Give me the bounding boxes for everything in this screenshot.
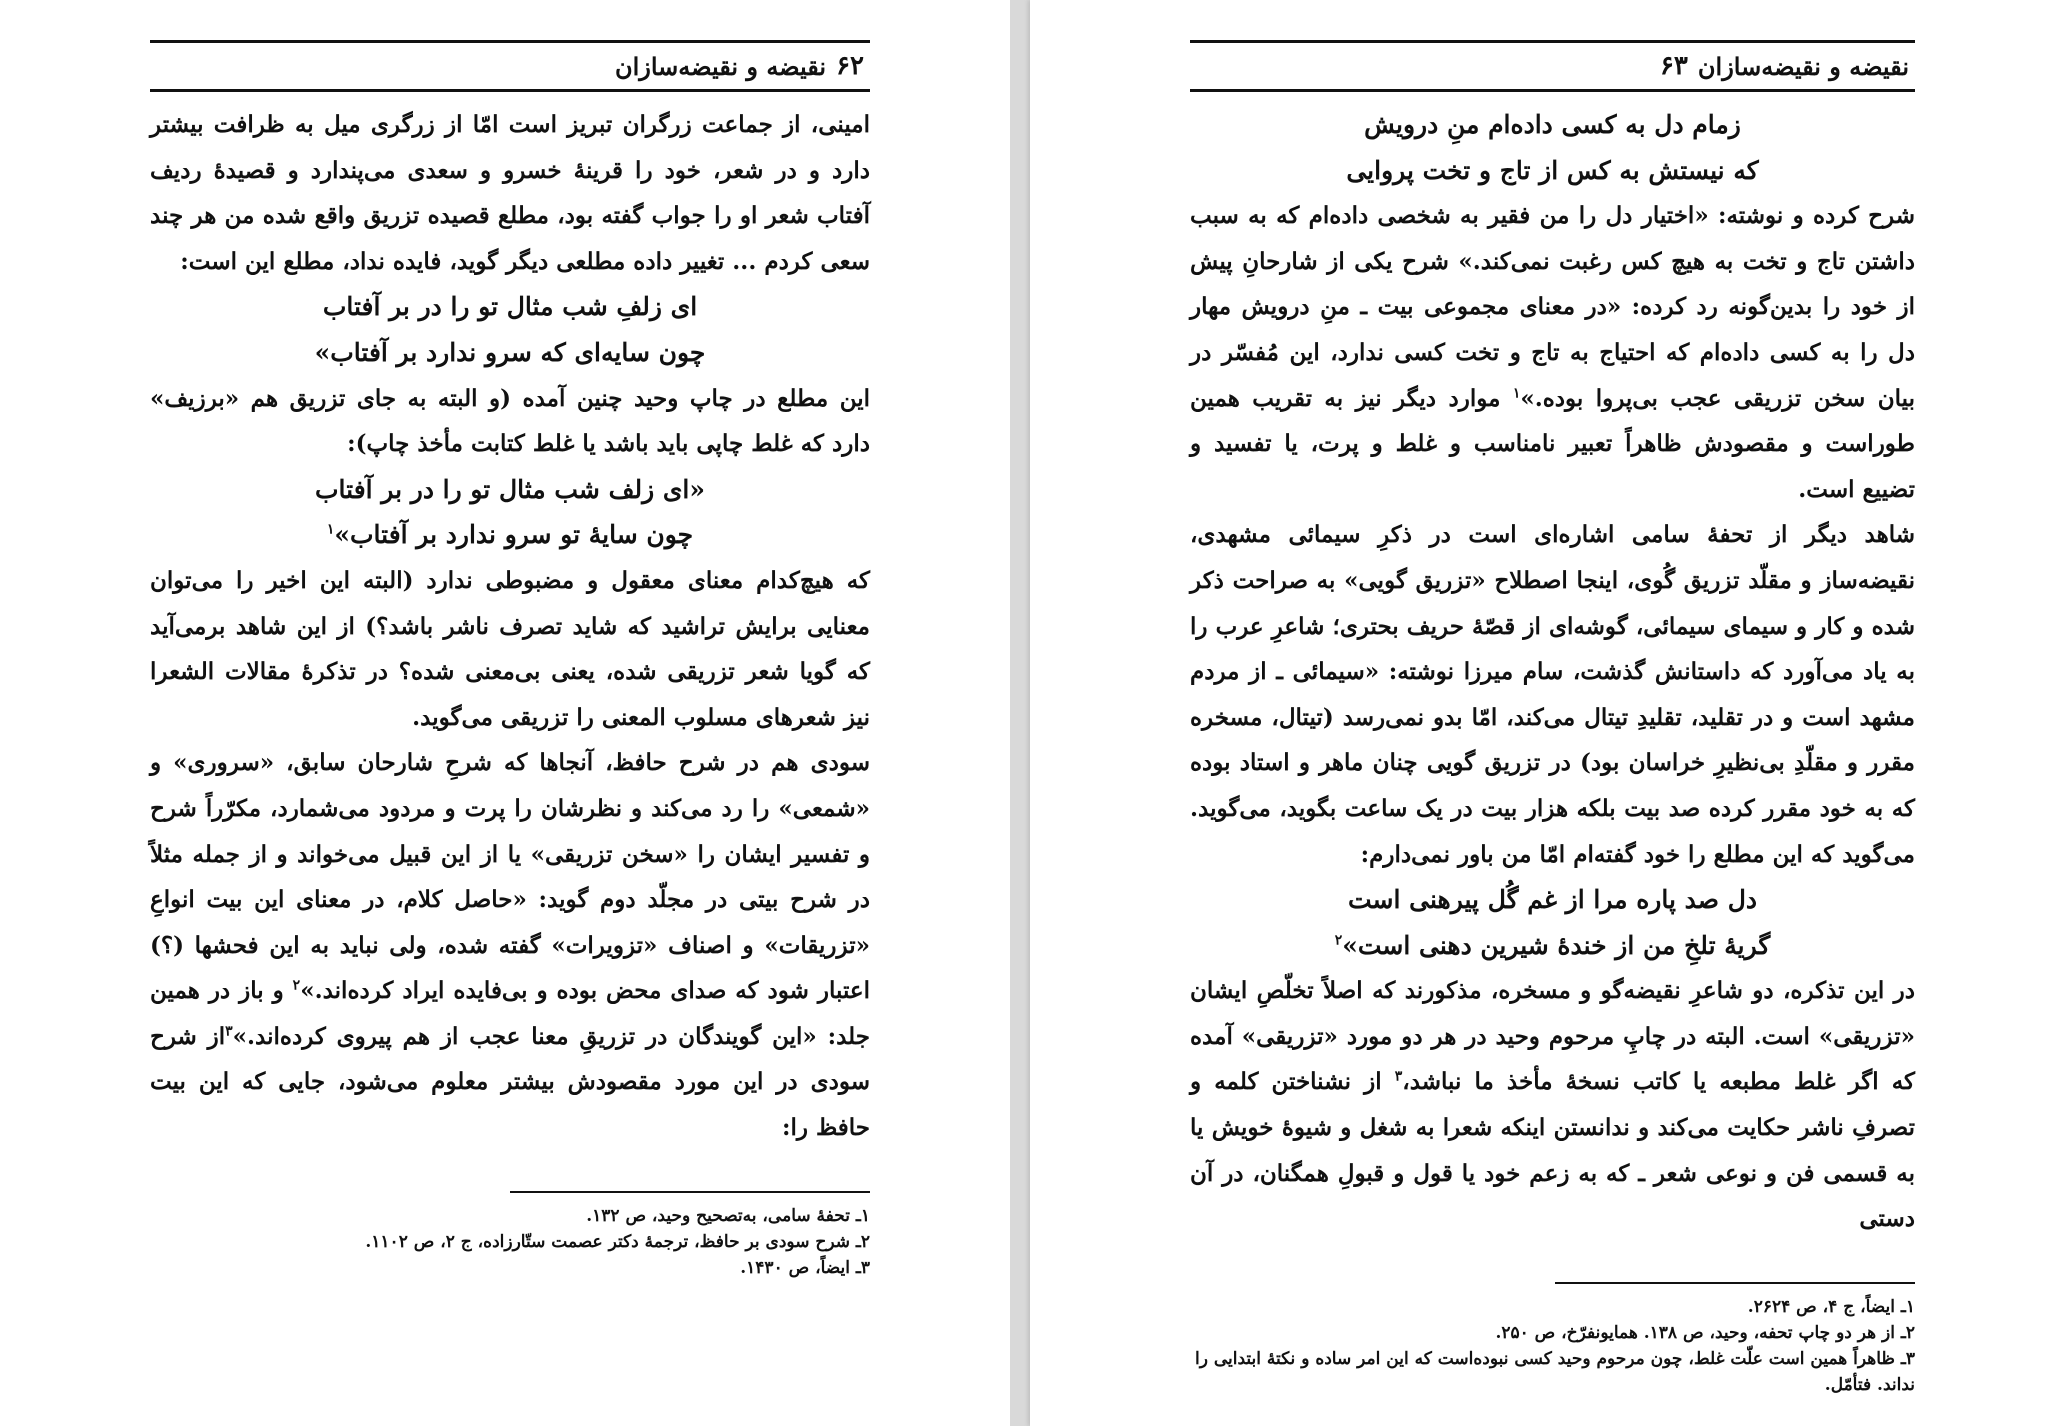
footnote: ۱ـ ایضاً، ج ۴، ص ۲۶۲۴. [1747, 1296, 1915, 1317]
paragraph [1190, 193, 1915, 512]
footnotes [150, 1203, 870, 1281]
page-number: ۶۲ [836, 51, 864, 81]
paragraph-text: سودی هم در شرح حافظ، آنجاها که شرحِ شارحان سابق، «سروری» و «شمعی» را رد می‌کند و نظرشان را پرت و مردود می‌شمارد، مکرّراً شرح و تفسیر ایشان را «سخن تزریقی» یا از این قبیل می‌خواند و از جمله مثلاً در شرح بیتی در مجلّد دوم گوید: «حاصل کلام، در معنای این بیت انواعِ «تزریقات» و اصناف «تزویرات» گفته شده، ولی نباید به این فحشها (؟) اعتبار شود که صدای محض بوده و بی‌فایده ایراد کرده‌اند.» [150, 749, 870, 1005]
paragraph: این مطلع در چاپ وحید چنین آمده (و البته به جای تزریق هم «برزیف» دارد که غلط چاپی باید باشد یا غلط کتابت مأخذ چاپ): [150, 384, 870, 458]
footnote-ref[interactable]: ۱ [1512, 384, 1521, 401]
footnote-divider [510, 1191, 870, 1193]
running-title: نقیضه و نقیضه‌سازان [614, 51, 827, 81]
verse-line [150, 512, 870, 558]
verse-line: دل صد پاره مرا از غم گُل پیرهنی است [1347, 885, 1758, 915]
verse-line: ای زلفِ شب مثال تو را در بر آفتاب [322, 292, 698, 322]
page-63 [1030, 0, 2054, 1426]
footnote: ۳ـ ایضاً، ص ۱۴۳۰. [740, 1257, 870, 1278]
footnote-divider [1555, 1282, 1915, 1284]
footnote: ۳ـ ظاهراً همین است علّت غلط، چون مرحوم وحید کسی نبوده‌است که این امر ساده و نکتهٔ ابتدایی را نداند. فتأمّل. [1195, 1348, 1915, 1395]
paragraph: امینی، از جماعت زرگران تبریز است امّا از زرگری میل به ظرافت بیشتر دارد و در شعر، خود را قرینهٔ خسرو و سعدی می‌پندارد و قصیدهٔ ردیف آفتاب شعر او را جواب گفته بود، مطلع قصیده تزریق واقع شده من هر چند سعی کردم ... تغییر داده مطلعی دیگر گوید، فایده نداد، مطلع این است: [150, 111, 870, 275]
footnote: ۱ـ تحفهٔ سامی، به‌تصحیح وحید، ص ۱۳۲. [586, 1205, 870, 1226]
paragraph: که هیچ‌کدام معنای معقول و مضبوطی ندارد (البته این اخیر را می‌توان معنایی برایش تراشید که شاید تصرف ناشر باشد؟) از این شاهد برمی‌آید که گویا شعر تزریقی شده، یعنی بی‌معنی شده؟ در تذکرهٔ مقالات الشعرا نیز شعرهای مسلوب المعنی را تزریقی می‌گوید. [150, 566, 870, 731]
body-text [1190, 102, 1915, 1242]
paragraph-text: در این تذکره، دو شاعرِ نقیضه‌گو و مسخره، مذکورند که اصلاً تخلّصِ ایشان «تزریقی» است. البته در چاپِ مرحوم وحید در هر دو مورد «تزریقی» آمده که اگر غلط مطبعه یا کاتب نسخهٔ مأخذ ما نباشد، [1190, 977, 1916, 1096]
footnotes [1190, 1294, 1915, 1398]
paragraph [1190, 968, 1915, 1242]
paragraph-text: از نشناختن کلمه و تصرفِ ناشر حکایت می‌کند و ندانستن اینکه شعرا به شغل و شیوهٔ خویش یا به قسمی فن و نوعی شعر ـ که به زعم خود یا قول و قبولِ همگنان، در آن دستی [1190, 1068, 1915, 1233]
verse-line [1190, 923, 1915, 969]
paragraph-text: و باز در همین جلد: «این گویندگان در تزریقِ معنا عجب از هم پیروی کرده‌اند.» [150, 977, 870, 1050]
page-63-content [1190, 40, 1915, 1398]
page-62-content [150, 40, 870, 1281]
verse-line: که نیستش به کس از تاج و تخت پروایی [1346, 155, 1759, 185]
page-62 [0, 0, 1010, 1426]
footnote-ref[interactable]: ۳ [1394, 1068, 1403, 1085]
verse-line: چون سایه‌ای که سرو ندارد بر آفتاب» [314, 337, 706, 367]
footnote-ref[interactable]: ۱ [326, 522, 335, 539]
footnote: ۲ـ شرح سودی بر حافظ، ترجمهٔ دکتر عصمت ستّارزاده، ج ۲، ص ۱۱۰۲. [365, 1231, 870, 1252]
footnote-ref[interactable]: ۲ [1334, 932, 1343, 949]
paragraph: شاهد دیگر از تحفهٔ سامی اشاره‌ای است در ذکرِ سیمائی مشهدی، نقیضه‌ساز و مقلّد تزریق گُوی، اینجا اصطلاح «تزریق گویی» به صراحت ذکر شده و کار و سیمای سیمائی، گوشه‌ای از قصّهٔ حریف بحتری؛ شاعرِ عرب را به یاد می‌آورد که داستانش گذشت، سام میرزا نوشته: «سیمائی ـ از مردم مشهد است و در تقلید، تقلیدِ تیتال می‌کند، امّا بدو نمی‌رسد (تیتال، مسخره مقرر و مقلّدِ بی‌نظیرِ خراسان بود) در تزریق گویی چنان ماهر و استاد بوده که به خود مقرر کرده صد بیت بلکه هزار بیت در یک ساعت بگوید، می‌گوید. می‌گوید که این مطلع را خود گفته‌ام امّا من باور نمی‌دارم: [1190, 521, 1915, 868]
verse-line: «ای زلف شب مثال تو را در بر آفتاب [315, 474, 705, 504]
body-text [150, 102, 870, 1151]
verse-line: زمام دل به کسی داده‌ام منِ درویش [1364, 110, 1741, 139]
footnote: ۲ـ از هر دو چاپ تحفه، وحید، ص ۱۳۸. همایونفرّخ، ص ۲۵۰. [1495, 1322, 1915, 1343]
paragraph-text: موارد دیگر نیز به تقریب همین طوراست و مقصودش ظاهراً تعبیر نامناسب و غلط و پرت، یا تفسید و تضییع است. [1190, 384, 1915, 503]
verse-text: گریهٔ تلخِ من از خندهٔ شیرین دهنی است» [1342, 930, 1771, 960]
page-gutter [1010, 0, 1030, 1426]
paragraph-text: شرح کرده و نوشته: «اختیار دل را من فقیر به شخصی داده‌ام که به سبب داشتن تاج و تخت به هیچ کس رغبت نمی‌کند.» شرح یکی از شارحانِ پیش از خود را بدین‌گونه رد کرده: «در معنای مجموعی بیت ـ منِ درویش مهار دل را به کسی داده‌ام که احتیاج به تاج و تخت کسی ندارد، این مُفسّر در بیان سخن تزریقی عجب بی‌پروا بوده.» [1190, 202, 1915, 412]
paragraph-text: از شرح سودی در این مورد مقصودش بیشتر معلوم می‌شود، جایی که این بیت حافظ را: [150, 1022, 870, 1142]
running-header [150, 40, 870, 92]
footnote-ref[interactable]: ۲ [292, 977, 301, 994]
footnote-ref[interactable]: ۳ [225, 1023, 233, 1040]
paragraph [150, 740, 870, 1150]
verse-text: چون سایهٔ تو سرو ندارد بر آفتاب» [334, 520, 694, 550]
running-title: نقیضه و نقیضه‌سازان [1697, 51, 1909, 81]
running-header [1190, 40, 1915, 92]
page-number: ۶۳ [1659, 51, 1688, 81]
